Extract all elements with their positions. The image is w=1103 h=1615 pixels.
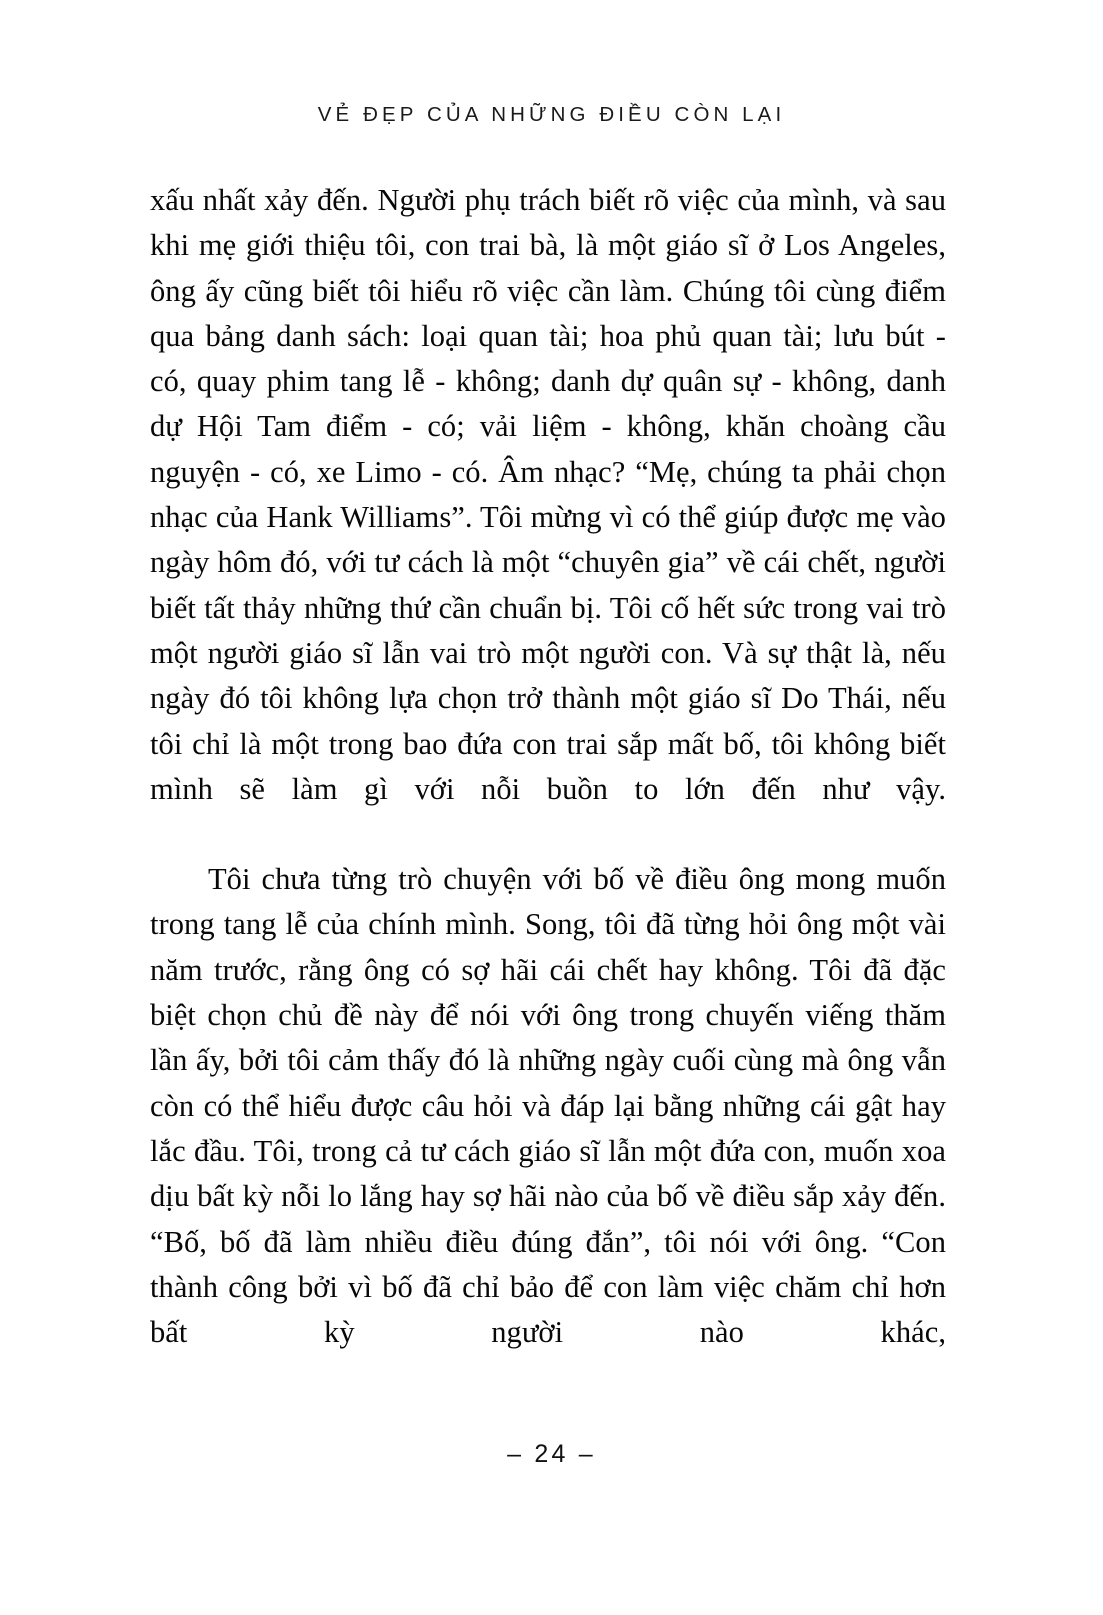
body-paragraph: xấu nhất xảy đến. Người phụ trách biết rõ việc của mình, và sau khi mẹ giới thiệu tôi, con trai bà, là một giáo sĩ ở Los Angeles, ông ấy cũng biết tôi hiểu rõ việc cần làm. Chúng tôi cùng điểm qua bảng danh sách: loại quan tài; hoa phủ quan tài; lưu bút - có, quay phim tang lễ - không; danh dự quân sự - không, danh dự Hội Tam điểm - có; vải liệm - không, khăn choàng cầu nguyện - có, xe Limo - có. Âm nhạc? “Mẹ, chúng ta phải chọn nhạc của Hank Williams”. Tôi mừng vì có thể giúp được mẹ vào ngày hôm đó, với tư cách là một “chuyên gia” về cái chết, người biết tất thảy những thứ cần chuẩn bị. Tôi cố hết sức trong vai trò một người giáo sĩ lẫn vai trò một người con. Và sự thật là, nếu ngày đó tôi không lựa chọn trở thành một giáo sĩ Do Thái, nếu tôi chỉ là một trong bao đứa con trai sắp mất bố, tôi không biết mình sẽ làm gì với nỗi buồn to lớn đến như vậy. (150, 183, 946, 806)
page-number-folio: – 24 – (507, 1440, 596, 1468)
body-text-block (150, 178, 946, 1355)
body-paragraph: Tôi chưa từng trò chuyện với bố về điều ông mong muốn trong tang lễ của chính mình. Song, tôi đã từng hỏi ông một vài năm trước, rằng ông có sợ hãi cái chết hay không. Tôi đã đặc biệt chọn chủ đề này để nói với ông trong chuyến viếng thăm lần ấy, bởi tôi cảm thấy đó là những ngày cuối cùng mà ông vẫn còn có thể hiểu được câu hỏi và đáp lại bằng những cái gật hay lắc đầu. Tôi, trong cả tư cách giáo sĩ lẫn một đứa con, muốn xoa dịu bất kỳ nỗi lo lắng hay sợ hãi nào của bố về điều sắp xảy đến. “Bố, bố đã làm nhiều điều đúng đắn”, tôi nói với ông. “Con thành công bởi vì bố đã chỉ bảo để con làm việc chăm chỉ hơn bất kỳ người nào khác, (150, 862, 946, 1350)
running-header: VẺ ĐẸP CỦA NHỮNG ĐIỀU CÒN LẠI (317, 103, 786, 126)
